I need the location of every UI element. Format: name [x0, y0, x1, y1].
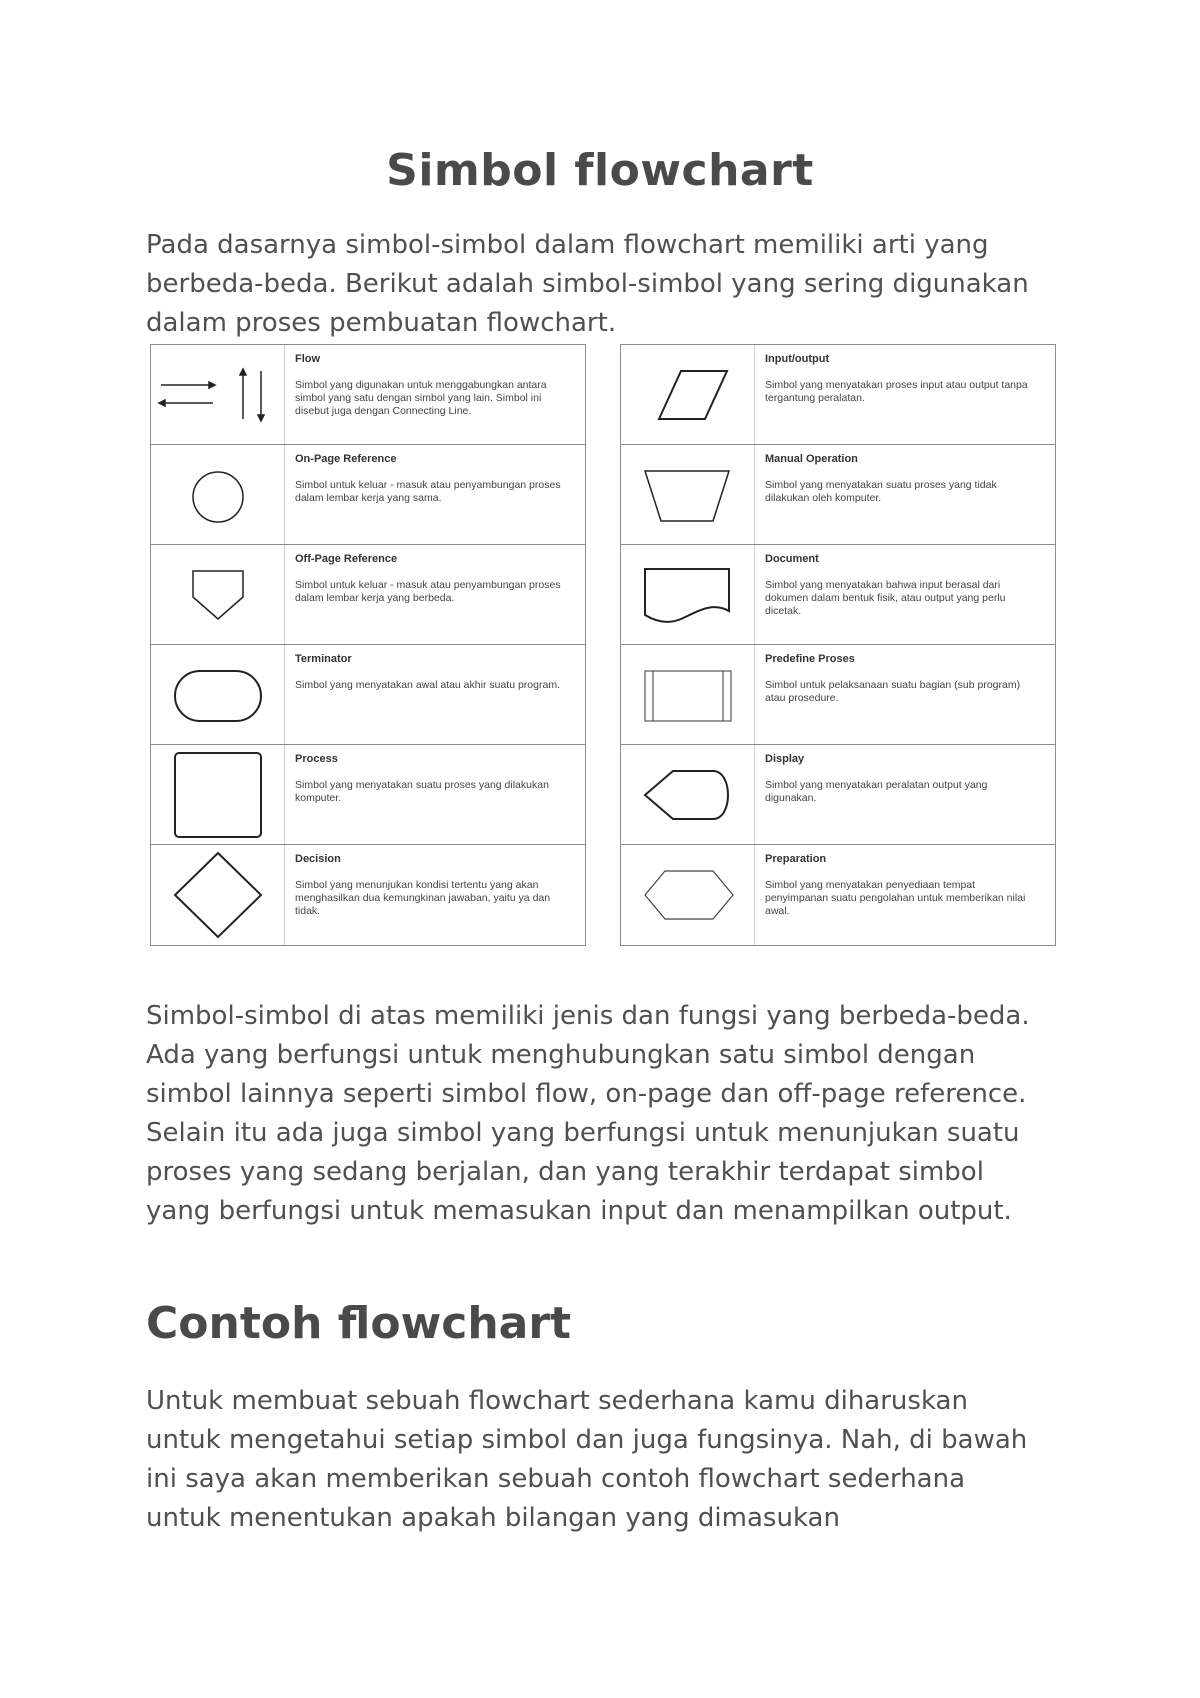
trapezoid-icon — [621, 445, 755, 545]
symbol-name: Decision — [295, 853, 341, 865]
symbol-name: Manual Operation — [765, 453, 858, 465]
symbol-description: Simbol yang menyatakan bahwa input berasal dari dokumen dalam bentuk fisik, atau output yang perlu dicetak. — [765, 579, 1006, 617]
symbol-row-on-page-reference — [151, 445, 585, 545]
symbol-row-decision — [151, 845, 585, 945]
circle-icon — [151, 445, 285, 545]
rectangle-icon — [151, 745, 285, 845]
rounded-terminator-icon — [151, 645, 285, 745]
flowchart-symbols-figure — [150, 344, 1056, 948]
diamond-icon — [151, 845, 285, 945]
symbol-row-input-output — [621, 345, 1055, 445]
example-intro-paragraph: Untuk membuat sebuah flowchart sederhana kamu diharuskan untuk mengetahui setiap simbol dan juga fungsinya. Nah, di bawah ini saya akan memberikan sebuah contoh flowchart sederhana untuk menentukan apakah bilangan yang dimasukan — [146, 1386, 1028, 1533]
symbols-table-left — [150, 344, 586, 946]
symbol-name: Process — [295, 753, 338, 765]
symbol-name: Off-Page Reference — [295, 553, 398, 565]
symbol-row-document — [621, 545, 1055, 645]
symbol-name: Preparation — [765, 853, 827, 865]
symbol-description: Simbol untuk pelaksanaan suatu bagian (sub program) atau prosedure. — [765, 679, 1021, 704]
symbols-table-right — [620, 344, 1056, 946]
symbol-description: Simbol yang menyatakan suatu proses yang dilakukan komputer. — [295, 779, 549, 804]
hexagon-icon — [621, 845, 755, 945]
symbol-row-terminator — [151, 645, 585, 745]
section-heading-contoh-flowchart: Contoh flowchart — [146, 1298, 572, 1349]
symbol-row-predefine-proses — [621, 645, 1055, 745]
symbol-name: Display — [765, 753, 805, 765]
symbol-row-flow — [151, 345, 585, 445]
symbol-name: Input/output — [765, 353, 830, 365]
symbol-row-preparation — [621, 845, 1055, 945]
symbols-explanation-paragraph: Simbol-simbol di atas memiliki jenis dan fungsi yang berbeda-beda. Ada yang berfungsi untuk menghubungkan satu simbol dengan simbol lainnya seperti simbol flow, on-page dan off-page reference. Selain itu ada juga simbol yang berfungsi untuk menunjukan suatu proses yang sedang berjalan, dan yang terakhir terdapat simbol yang berfungsi untuk memasukan input dan menampilkan output. — [146, 1001, 1030, 1226]
symbol-row-off-page-reference — [151, 545, 585, 645]
symbol-description: Simbol yang menyatakan peralatan output yang digunakan. — [765, 779, 988, 804]
symbol-name: Document — [765, 553, 819, 565]
symbol-description: Simbol yang menyatakan suatu proses yang tidak dilakukan oleh komputer. — [765, 479, 997, 504]
symbol-description: Simbol yang menunjukan kondisi tertentu yang akan menghasilkan dua kemungkinan jawaban, yaitu ya dan tidak. — [295, 879, 551, 917]
symbol-name: Predefine Proses — [765, 653, 855, 665]
display-icon — [621, 745, 755, 845]
symbol-description: Simbol yang menyatakan awal atau akhir suatu program. — [295, 679, 560, 691]
symbol-description: Simbol untuk keluar - masuk atau penyambungan proses dalam lembar kerja yang berbeda. — [295, 579, 561, 604]
symbol-name: Flow — [295, 353, 321, 365]
symbol-row-process — [151, 745, 585, 845]
flow-arrows-icon — [151, 345, 285, 445]
intro-paragraph: Pada dasarnya simbol-simbol dalam flowchart memiliki arti yang berbeda-beda. Berikut adalah simbol-simbol yang sering digunakan dalam proses pembuatan flowchart. — [146, 230, 1029, 338]
symbol-description: Simbol yang menyatakan penyediaan tempat penyimpanan suatu pengolahan untuk memberikan nilai awal. — [765, 879, 1026, 917]
parallelogram-icon — [621, 345, 755, 445]
symbol-row-display — [621, 745, 1055, 845]
page-title: Simbol flowchart — [386, 145, 814, 196]
symbol-description: Simbol untuk keluar - masuk atau penyambungan proses dalam lembar kerja yang sama. — [295, 479, 561, 504]
symbol-name: Terminator — [295, 653, 352, 665]
symbol-row-manual-operation — [621, 445, 1055, 545]
symbol-description: Simbol yang menyatakan proses input atau output tanpa tergantung peralatan. — [765, 379, 1028, 404]
document-icon — [621, 545, 755, 645]
symbol-name: On-Page Reference — [295, 453, 397, 465]
pentagon-down-icon — [151, 545, 285, 645]
predefined-process-icon — [621, 645, 755, 745]
symbol-description: Simbol yang digunakan untuk menggabungkan antara simbol yang satu dengan simbol yang lain. Simbol ini disebut juga dengan Connecting Line. — [295, 379, 547, 417]
